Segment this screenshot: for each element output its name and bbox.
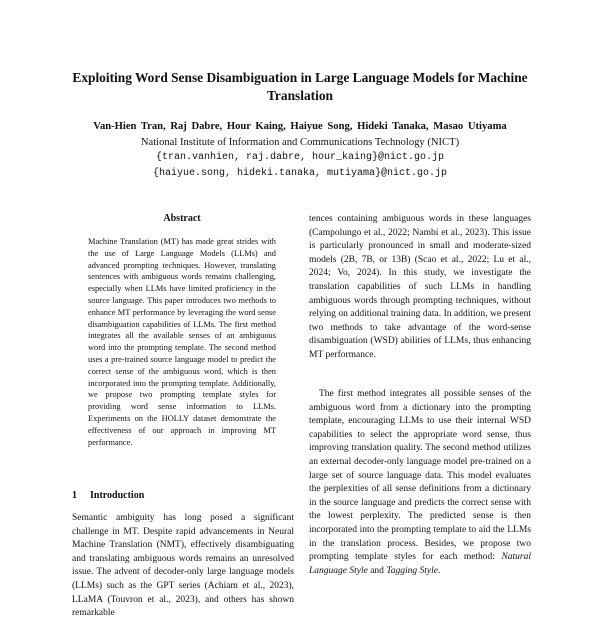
email-line-1: {tran.vanhien, raj.dabre, hour_kaing}@nict.go.jp: [155, 152, 445, 163]
email-line-2: {haiyue.song, hideki.tanaka, mutiyama}@nict.go.jp: [152, 168, 448, 179]
abstract-heading: Abstract: [163, 213, 201, 224]
section-title: Introduction: [90, 490, 145, 501]
introduction-right-paragraph-1: tences containing ambiguous words in these languages (Campolungo et al., 2022; Nambi et al., 2023). This issue is particularly pronounced in small and moderate-sized models (2B, 7B, or 13B) (Scao et al., 2022; Lu et al., 2024; Vo, 2024). In this study, we investigate the translation capabilities of such LLMs in handling ambiguous words through prompting techniques, without relying on additional training data. In addition, we present two methods to take advantage of the word-sense disambiguation (WSD) abilities of LLMs, thus enhancing MT performance.: [309, 214, 531, 360]
joiner-text: and: [367, 565, 387, 576]
section-number: 1: [72, 490, 77, 501]
paragraph-text: The first method integrates all possible senses of the ambiguous word from a dictionary into the prompting template, encouraging LLMs to use their internal WSD capabilities to select the appropriate word sense, thus improving translation quality. The second method utilizes an external decoder-only language model pre-trained on a large set of source language data. This model evaluates the perplexities of all sense definitions from a dictionary in the source language and predicts the correct sense with the lowest perplexity. The predicted sense is then incorporated into the prompting template to aid the LLMs in the translation process. Besides, we propose two prompting template styles for each method:: [309, 389, 531, 563]
end-punctuation: .: [437, 565, 441, 576]
section-heading-introduction: [72, 490, 292, 502]
style-name-tagging: Tagging Style: [386, 565, 438, 576]
abstract-text: Machine Translation (MT) has made great strides with the use of Large Language Models (LLMs) and advanced prompting techniques. However, translating sentences with ambiguous words remains challenging, especially when LLMs have limited proficiency in the source language. This paper introduces two methods to enhance MT performance by leveraging the word sense disambiguation capabilities of LLMs. The first method integrates all the available senses of an ambiguous word into the prompting template. The second method uses a pre-trained source language model to predict the correct sense of the ambiguous word, which is then incorporated into the prompting template. Additionally, we propose two prompting template styles for providing word sense information to LLMs. Experiments on the HOLLY dataset demonstrate the effectiveness of our approach in improving MT performance.: [88, 237, 276, 447]
affiliation: National Institute of Information and Communications Technology (NICT): [140, 137, 460, 148]
paper-title: Exploiting Word Sense Disambiguation in Large Language Models for Machine Translation: [72, 70, 528, 103]
style-name-natural-language: Natural Language Style: [309, 552, 531, 576]
introduction-right-paragraph-2: [309, 388, 531, 578]
introduction-left-paragraph: Semantic ambiguity has long posed a significant challenge in MT. Despite rapid advancements in Neural Machine Translation (NMT), effectively disambiguating and translating ambiguous words remains an unresolved issue. The advent of decoder-only large language models (LLMs) such as the GPT series (Achiam et al., 2023), LLaMA (Touvron et al., 2023), and others has shown remarkable: [72, 513, 294, 619]
author-list: Van-Hien Tran, Raj Dabre, Hour Kaing, Haiyue Song, Hideki Tanaka, Masao Utiyama: [93, 121, 507, 132]
